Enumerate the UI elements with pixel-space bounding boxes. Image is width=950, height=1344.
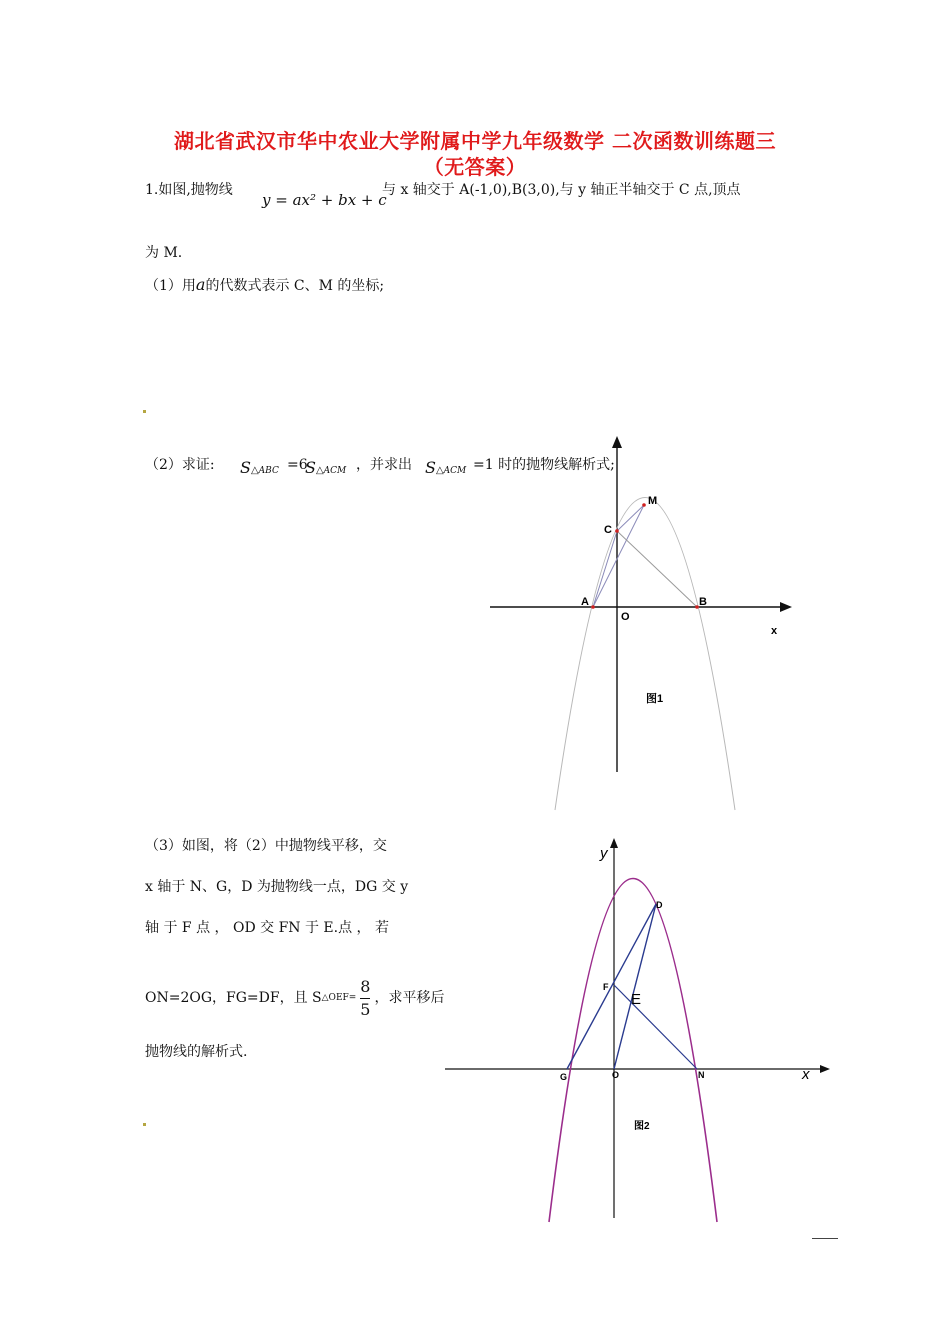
q3-fraction <box>360 978 370 1019</box>
q1-part1-b: 的代数式表示 C、M 的坐标; <box>205 278 385 294</box>
q1-part1-var: a <box>195 275 206 294</box>
fig2-label-x: x <box>802 1066 810 1083</box>
fig2-label-n: N <box>698 1070 705 1080</box>
q3-frac-den: 5 <box>360 999 371 1019</box>
q1-intro-b: 与 x 轴交于 A(-1,0),B(3,0),与 y 轴正半轴交于 C 点,顶点 <box>382 182 741 198</box>
fig1-label-o: O <box>621 611 630 623</box>
fig2-segment-fn <box>614 985 697 1069</box>
speck-mark <box>143 410 146 413</box>
figure-1 <box>480 430 800 815</box>
q1-part2-b: ，并求出 <box>356 457 412 473</box>
fig2-y-arrow-icon <box>610 838 618 848</box>
fig1-label-a: A <box>581 596 589 608</box>
q1-part2-a: （2）求证: <box>145 457 215 473</box>
fig1-x-arrow-icon <box>780 602 792 612</box>
q3-line4 <box>145 970 444 1026</box>
q3-line1: （3）如图，将（2）中抛物线平移，交 <box>145 838 387 854</box>
q3-line4-b: ，求平移后 <box>374 990 445 1006</box>
fig2-segment-od <box>614 904 656 1069</box>
fig1-caption: 图1 <box>646 693 664 705</box>
q3-frac-num: 8 <box>360 976 371 996</box>
document-subtitle: （无答案） <box>423 155 527 179</box>
corner-rule <box>812 1238 838 1239</box>
fig1-segment-cb <box>617 531 697 607</box>
fig2-parabola <box>549 879 717 1223</box>
figure-2 <box>440 835 840 1230</box>
q3-line2: x 轴于 N、G，D 为抛物线一点，DG 交 y <box>145 879 409 895</box>
q3-line4-a: ON=2OG，FG=DF，且 S <box>145 990 322 1006</box>
q1-part2-s1: S△ABC <box>240 458 279 477</box>
q3-line4-sub: △OEF= <box>321 993 357 1003</box>
fig2-label-o: O <box>612 1070 620 1080</box>
fig1-point-a <box>591 605 595 609</box>
fig2-label-e: E <box>631 991 642 1008</box>
fig1-point-m <box>642 503 646 507</box>
q1-part2-s3: S△ACM <box>425 458 467 477</box>
fig1-segment-ac <box>593 531 617 607</box>
fig1-point-c <box>615 529 619 533</box>
fig1-y-arrow-icon <box>612 436 622 448</box>
fig2-caption: 图2 <box>634 1121 650 1132</box>
fig1-label-b: B <box>699 596 707 608</box>
fig1-segment-am <box>593 505 644 607</box>
fig2-label-g: G <box>560 1072 568 1082</box>
q1-part1 <box>145 275 384 296</box>
q1-part1-a: （1）用 <box>145 278 196 294</box>
fig2-label-d: D <box>656 900 663 910</box>
q1-part2-s2: S△ACM <box>305 458 347 477</box>
q1-equation: y = ax² + bx + c <box>262 191 387 209</box>
q3-line3: 轴 于 F 点 ， OD 交 FN 于 E.点 ， 若 <box>145 920 390 936</box>
q1-intro-c: 为 M. <box>145 245 183 261</box>
fig1-label-c: C <box>604 524 612 536</box>
fig2-label-f: F <box>603 982 609 992</box>
q1-intro-a: 1.如图,抛物线 <box>145 182 233 198</box>
document-title: 湖北省武汉市华中农业大学附属中学九年级数学 二次函数训练题三 <box>174 129 776 153</box>
q1-part2-eq1: =6 <box>287 457 308 473</box>
fig1-label-m: M <box>648 495 658 507</box>
fig2-x-arrow-icon <box>820 1065 830 1073</box>
fig2-label-y: y <box>600 845 608 862</box>
q1-intro <box>145 180 233 200</box>
fig1-label-x: x <box>771 625 778 637</box>
fig2-segment-gd <box>567 904 656 1069</box>
fig1-segment-cm <box>617 505 644 531</box>
q1-part2-c: =1 时的抛物线解析式; <box>473 457 615 473</box>
q3-line5: 抛物线的解析式. <box>145 1044 248 1060</box>
speck-mark-2 <box>143 1123 146 1126</box>
fig1-parabola <box>555 498 735 811</box>
